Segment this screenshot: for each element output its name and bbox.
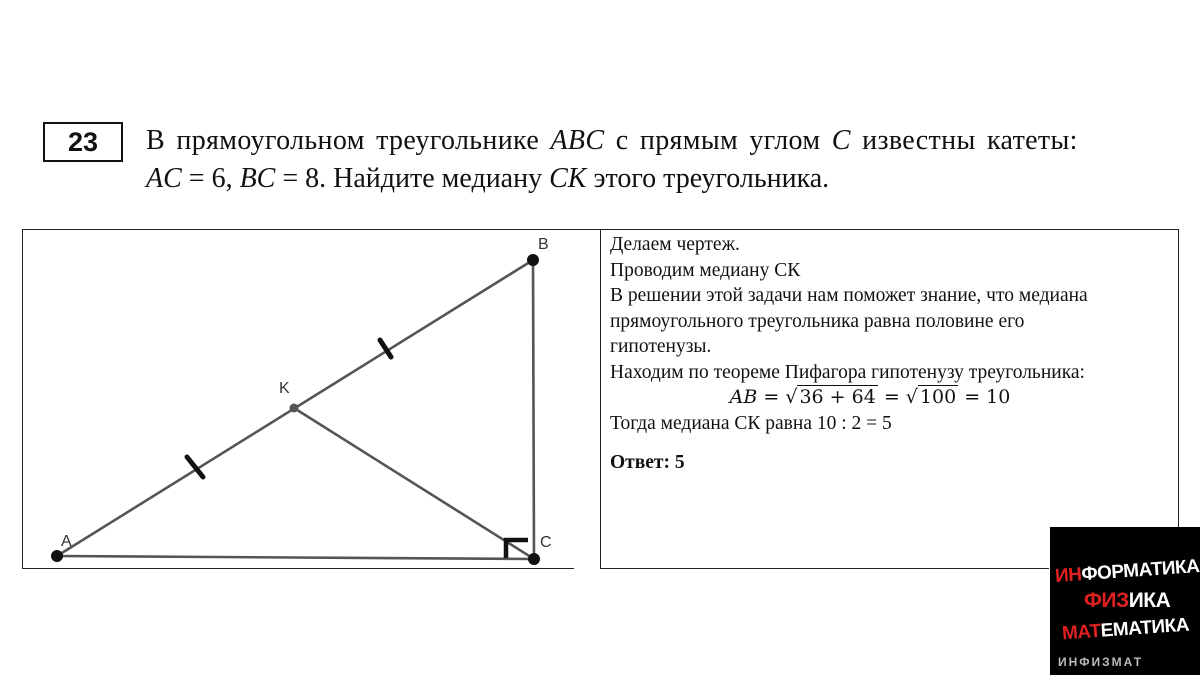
point-c	[528, 553, 540, 565]
point-b	[527, 254, 539, 266]
label-k: K	[279, 380, 290, 397]
problem-statement-line-2: AC = 6, BC = 8. Найдите медиану CK этого треугольника.	[146, 163, 830, 194]
infizmat-logo	[1050, 527, 1200, 675]
sqrt-sign: √ 100	[905, 386, 957, 408]
solution-conclusion: Тогда медиана СК равна 10 : 2 = 5	[610, 412, 892, 434]
pythagoras-formula: AB = √ 36 + 64 = √ 100 = 10	[610, 385, 1170, 411]
label-c: C	[540, 534, 552, 551]
problem-statement-line-1: В прямоугольном треугольнике ABC с прямым углом C известны катеты:	[146, 125, 1078, 156]
side-bc	[533, 260, 534, 559]
side-ac	[57, 556, 534, 559]
logo-line-fizika: ФИЗИКА	[1084, 589, 1171, 612]
point-k	[290, 404, 299, 413]
logo-line-informatika: ИНФОРМАТИКА	[1054, 555, 1200, 588]
solution-text	[610, 232, 1170, 476]
solution-line: В решении этой задачи нам поможет знание, что медиана	[610, 285, 1088, 306]
label-a: A	[61, 533, 72, 550]
solution-line: гипотенузы.	[610, 336, 712, 357]
label-b: B	[538, 236, 549, 253]
point-a	[51, 550, 63, 562]
sqrt-sign: √ 36 + 64	[785, 386, 876, 408]
solution-line: Делаем чертеж.	[610, 234, 740, 255]
answer: Ответ: 5	[610, 452, 685, 473]
logo-line-matematika: МАТЕМАТИКА	[1061, 614, 1190, 645]
solution-line: Находим по теореме Пифагора гипотенузу треугольника:	[610, 361, 1085, 383]
logo-line-infizmat: ИНФИЗМАТ	[1058, 655, 1144, 669]
solution-line: Проводим медиану СК	[610, 259, 801, 281]
solution-line: прямоугольного треугольника равна половине его	[610, 310, 1025, 332]
task-number: 23	[43, 122, 123, 162]
median-ck	[294, 408, 534, 559]
